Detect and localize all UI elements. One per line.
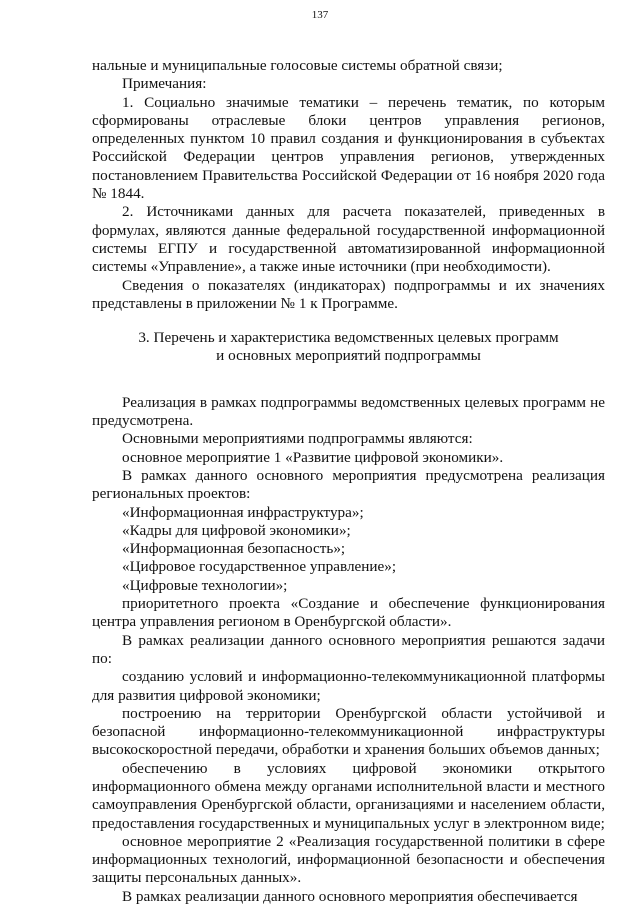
task-item: созданию условий и информационно-телекоммуникационной платформы для развития цифровой экономики; [92, 668, 605, 704]
notes-label: Примечания: [122, 75, 207, 93]
section-heading-line-1: 3. Перечень и характеристика ведомственных целевых программ [138, 329, 559, 347]
page-number: 137 [311, 9, 329, 21]
note-2: 2. Источниками данных для расчета показателей, приведенных в формулах, являются данные федеральной государственной информационной системы ЕГПУ и государственной автоматизированной информационной системы «Управление», а также иные источники (при необходимости). [92, 203, 605, 276]
paragraph: основное мероприятие 2 «Реализация государственной политики в сфере информационных технологий, информационной безопасности и обеспечения защиты персональных данных». [92, 832, 605, 887]
paragraph: приоритетного проекта «Создание и обеспечение функционирования центра управления регионом в Оренбургской области». [92, 595, 605, 631]
paragraph: В рамках реализации данного основного мероприятия обеспечивается [122, 887, 578, 905]
task-item: построению на территории Оренбургской области устойчивой и безопасной информационно-телекоммуникационной инфраструктуры высокоскоростной передачи, обработки и хранения больших объемов данных; [92, 704, 605, 759]
paragraph: основное мероприятие 1 «Развитие цифровой экономики». [122, 448, 504, 466]
paragraph-continuation: нальные и муниципальные голосовые системы обратной связи; [92, 57, 503, 74]
document-body [92, 57, 605, 906]
list-item: «Цифровое государственное управление»; [122, 558, 397, 576]
list-item: «Информационная инфраструктура»; [122, 503, 364, 521]
paragraph: Основными мероприятиями подпрограммы являются: [122, 430, 473, 448]
section-heading-line-2: и основных мероприятий подпрограммы [216, 347, 481, 365]
list-item: «Кадры для цифровой экономики»; [122, 521, 351, 539]
task-item: обеспечению в условиях цифровой экономики открытого информационного обмена между органами исполнительной власти и местного самоуправления Оренбургской области, организациями и населением области, предоставления государственных и муниципальных услуг в электронном виде; [92, 759, 605, 832]
note-1: 1. Социально значимые тематики – перечень тематик, по которым сформированы отраслевые блоки центров управления регионов, определенных пунктом 10 правил создания и функционирования в субъектах Российской Федерации центров управления регионов, утвержденных постановлением Правительства Российской Федерации от 16 ноября 2020 года № 1844. [92, 93, 605, 203]
indicators-reference: Сведения о показателях (индикаторах) подпрограммы и их значениях представлены в приложении № 1 к Программе. [92, 276, 605, 312]
list-item: «Цифровые технологии»; [122, 576, 288, 594]
list-item: «Информационная безопасность»; [122, 540, 346, 558]
paragraph: Реализация в рамках подпрограммы ведомственных целевых программ не предусмотрена. [92, 393, 605, 430]
paragraph: В рамках реализации данного основного мероприятия решаются задачи по: [92, 631, 605, 667]
paragraph: В рамках данного основного мероприятия предусмотрена реализация региональных проектов: [92, 466, 605, 503]
section-heading [92, 329, 605, 366]
